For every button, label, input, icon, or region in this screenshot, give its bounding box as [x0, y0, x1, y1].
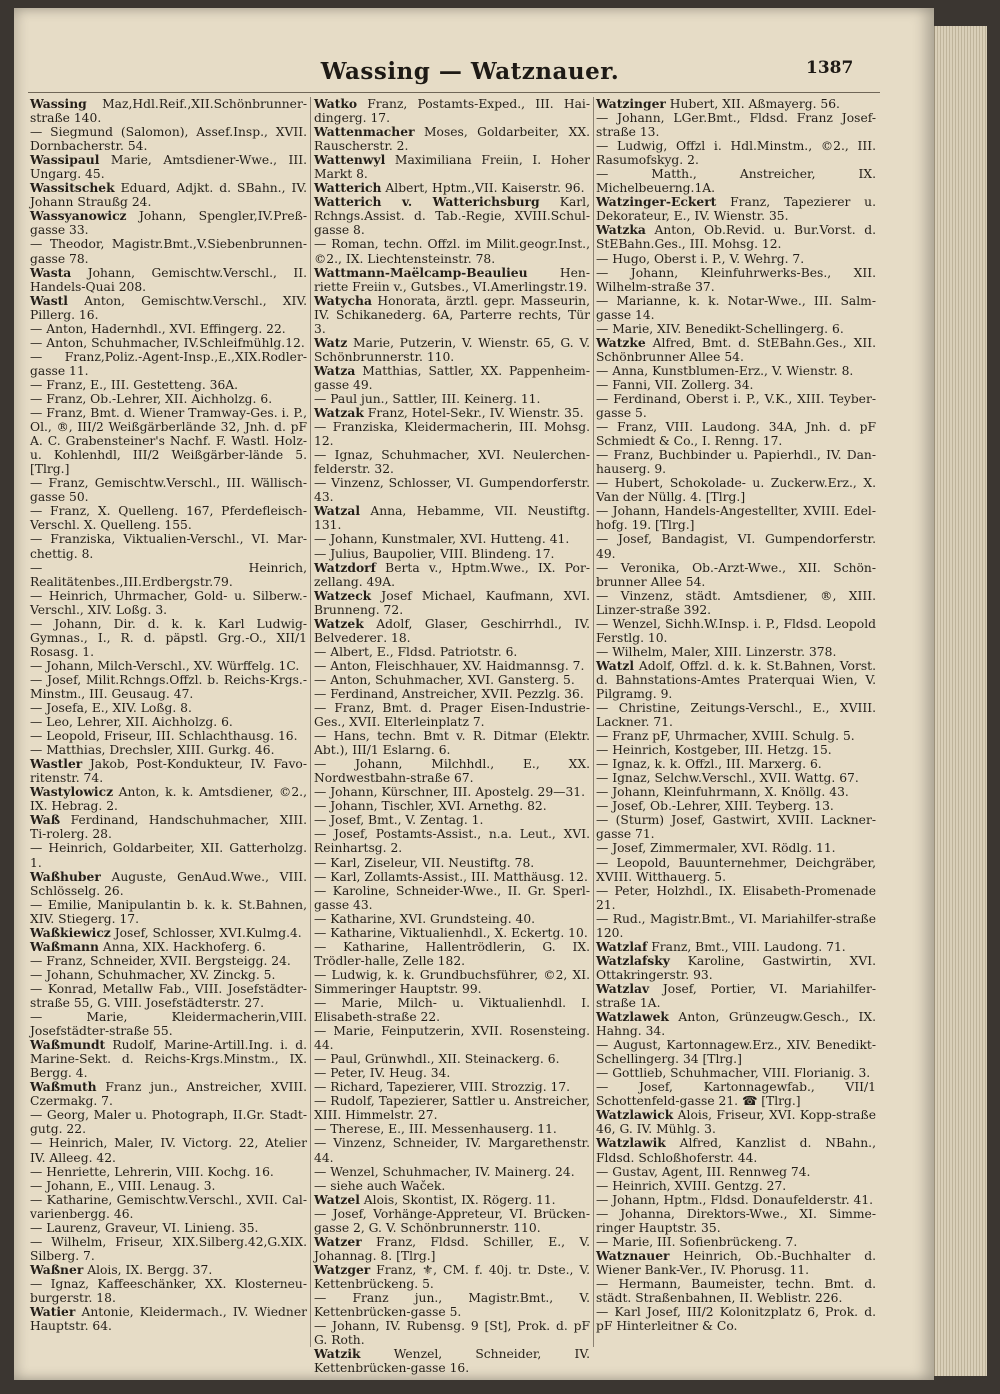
directory-entry: Wattenmacher Moses, Goldarbeiter, XX. Rauscherstr. 2.: [314, 124, 590, 154]
directory-entry: Watzka Anton, Ob.Revid. u. Bur.Vorst. d. StEBahn.Ges., III. Mohsg. 12.: [596, 222, 876, 252]
directory-entry: — Fanni, VII. Zollerg. 34.: [596, 377, 754, 392]
surname: Waßhuber: [30, 868, 101, 884]
directory-entry: Watzinger Hubert, XII. Aßmayerg. 56.: [596, 96, 840, 111]
directory-entry: — Therese, E., III. Messenhauserg. 11.: [314, 1122, 557, 1137]
directory-entry: — Wenzel, Sichh.W.Insp. i. P., Fldsd. Leopold Ferstlg. 10.: [596, 616, 876, 645]
directory-entry: — (Sturm) Josef, Gastwirt, XVIII. Lackner-gasse 71.: [596, 813, 876, 842]
directory-entry: — Anton, Fleischhauer, XV. Haidmannsg. 7.: [314, 658, 585, 673]
directory-entry: — Ludwig, Offzl i. Hdl.Minstm., ©2., III. Rasumofskyg. 2.: [596, 139, 876, 168]
directory-entry: Watznauer Heinrich, Ob.-Buchhalter d. Wiener Bank-Ver., IV. Phorusg. 11.: [596, 1247, 876, 1277]
directory-entry: — Johann, Handels-Angestellter, XVIII. Edel-hofg. 19. [Tlrg.]: [596, 504, 876, 533]
directory-entry: Watko Franz, Postamts-Exped., III. Hai-dingerg. 17.: [314, 96, 590, 126]
directory-entry: — Johann, Kürschner, III. Apostelg. 29—31.: [314, 785, 586, 800]
directory-entry: Watza Matthias, Sattler, XX. Pappenheim-gasse 49.: [314, 362, 590, 392]
directory-entry: — Franziska, Viktualien-Verschl., VI. Mar-chettig. 8.: [30, 532, 307, 561]
surname: Watzer: [314, 1233, 362, 1249]
directory-entry: — Johann, Schuhmacher, XV. Zinckg. 5.: [30, 967, 276, 982]
directory-entry: — Josef, Kartonnagewfab., VII/1 Schottenfeld-gasse 21. ☎ [Tlrg.]: [596, 1080, 876, 1109]
directory-entry: Waßmann Anna, XIX. Hackhoferg. 6.: [30, 938, 266, 954]
directory-entry: — Heinrich, Maler, IV. Victorg. 22, Atelier IV. Alleeg. 42.: [30, 1136, 307, 1165]
directory-entry: — Karoline, Schneider-Wwe., II. Gr. Sperl-gasse 43.: [314, 883, 590, 912]
directory-entry: — Julius, Baupolier, VIII. Blindeng. 17.: [314, 546, 555, 561]
directory-entry: — Wilhelm, Friseur, XIX.Silberg.42,G.XIX. Silberg. 7.: [30, 1234, 307, 1263]
surname: Wastl: [30, 292, 68, 308]
surname: Watzel: [314, 1191, 360, 1207]
surname: Watzlawick: [596, 1107, 674, 1123]
directory-entry: — Franz, Gemischtw.Verschl., III. Wällisch-gasse 50.: [30, 476, 307, 505]
directory-entry: — Roman, techn. Offzl. im Milit.geogr.Inst., ©2., IX. Liechtensteinstr. 78.: [314, 237, 590, 266]
surname: Watzlawik: [596, 1135, 666, 1151]
directory-entry: — Johann, Kleinfuhrmann, X. Knöllg. 43.: [596, 785, 849, 800]
directory-entry: Wassyanowicz Johann, Spengler,IV.Preß-gasse 33.: [30, 208, 307, 238]
directory-entry: — Franz, Ob.-Lehrer, XII. Aichholzg. 6.: [30, 391, 273, 406]
surname: Wastler: [30, 756, 83, 772]
surname: Watzl: [596, 657, 635, 673]
directory-entry: — Wenzel, Schuhmacher, IV. Mainerg. 24.: [314, 1164, 575, 1179]
directory-entry: Wassing Maz,Hdl.Reif.,XII.Schönbrunner-straße 140.: [30, 96, 307, 126]
surname: Watz: [314, 334, 348, 350]
directory-entry: — Franz jun., Magistr.Bmt., V. Kettenbrücken-gasse 5.: [314, 1290, 590, 1320]
directory-entry: — Johann, LGer.Bmt., Fldsd. Franz Josef-straße 13.: [596, 111, 876, 140]
surname: Watzeck: [314, 587, 372, 603]
directory-entry: Watzger Franz, ⚜, CM. f. 40j. tr. Dste., V. Kettenbrückeng. 5.: [314, 1261, 590, 1291]
directory-entry: Watzer Franz, Fldsd. Schiller, E., V. Johannag. 8. [Tlrg.]: [314, 1233, 590, 1263]
directory-entry: Watterich Albert, Hptm.,VII. Kaiserstr. 96.: [314, 180, 585, 196]
directory-entry: — Josef, Ob.-Lehrer, XIII. Teyberg. 13.: [596, 799, 834, 814]
directory-entry: — Marie, Milch- u. Viktualienhdl. I. Elisabeth-straße 22.: [314, 996, 590, 1025]
directory-entry: — Josef, Milit.Rchngs.Offzl. b. Reichs-Krgs.-Minstm., III. Geusaug. 47.: [30, 672, 307, 701]
directory-entry: — Ignaz, Schuhmacher, XVI. Neulerchen-felderstr. 32.: [314, 448, 590, 477]
directory-entry: — Theodor, Magistr.Bmt.,V.Siebenbrunnen-gasse 78.: [30, 237, 307, 266]
surname: Watzlaf: [596, 938, 648, 954]
directory-entry: — Vinzenz, Schneider, IV. Margarethenstr. 44.: [314, 1136, 590, 1165]
directory-entry: — Leopold, Friseur, III. Schlachthausg. 16.: [30, 729, 298, 744]
directory-entry: — Emilie, Manipulantin b. k. k. St.Bahnen, XIV. Stiegerg. 17.: [30, 897, 307, 926]
directory-entry: Wattmann-Maëlcamp-Beaulieu Hen-riette Freiin v., Gutsbes., VI.Amerlingstr.19.: [314, 264, 590, 294]
directory-entry: — Matth., Anstreicher, IX. Michelbeuerng.1A.: [596, 167, 876, 196]
header-rule: [28, 92, 880, 93]
directory-entry: — Franz, X. Quelleng. 167, Pferdefleisch-Verschl. X. Quelleng. 155.: [30, 504, 307, 533]
surname: Watier: [30, 1304, 76, 1320]
directory-entry: — siehe auch Waček.: [314, 1178, 446, 1193]
directory-entry: Watier Antonie, Kleidermach., IV. Wiedner Hauptstr. 64.: [30, 1304, 307, 1334]
directory-entry: Watzlawek Anton, Grünzeugw.Gesch., IX. Hahng. 34.: [596, 1009, 876, 1039]
directory-entry: — Katharine, XVI. Grundsteing. 40.: [314, 911, 536, 926]
directory-entry: Watzal Anna, Hebamme, VII. Neustiftg. 131.: [314, 503, 590, 533]
directory-entry: Watzlav Josef, Portier, VI. Mariahilfer-straße 1A.: [596, 980, 876, 1010]
surname: Watzdorf: [314, 559, 376, 575]
directory-entry: Watzlawick Alois, Friseur, XVI. Kopp-straße 46, G. IV. Mühlg. 3.: [596, 1107, 876, 1137]
directory-entry: — Siegmund (Salomon), Assef.Insp., XVII. Dornbacherstr. 54.: [30, 125, 307, 154]
directory-entry: — Anton, Schuhmacher, IV.Schleifmühlg.12.: [30, 335, 305, 350]
directory-entry: — Franz, Schneider, XVII. Bergsteigg. 24.: [30, 953, 291, 968]
directory-entry: — Rudolf, Tapezierer, Sattler u. Anstreicher, XIII. Himmelstr. 27.: [314, 1094, 590, 1123]
column-2: [314, 96, 590, 1376]
column-divider-2: [593, 97, 594, 1347]
surname: Waßmundt: [30, 1037, 106, 1053]
directory-entry: Watz Marie, Putzerin, V. Wienstr. 65, G. V. Schönbrunnerstr. 110.: [314, 334, 590, 364]
directory-entry: — Franz, Bmt. d. Prager Eisen-Industrie-Ges., XVII. Elterleinplatz 7.: [314, 701, 590, 730]
directory-entry: — Ignaz, Kaffeeschänker, XX. Klosterneu-burgerstr. 18.: [30, 1276, 307, 1305]
directory-entry: — Laurenz, Graveur, VI. Linieng. 35.: [30, 1220, 259, 1235]
directory-entry: Waß Ferdinand, Handschuhmacher, XIII. Ti-rolerg. 28.: [30, 812, 307, 842]
directory-entry: Watzke Alfred, Bmt. d. StEBahn.Ges., XII. Schönbrunner Allee 54.: [596, 334, 876, 364]
directory-entry: — Ferdinand, Oberst i. P., V.K., XIII. Teyber-gasse 5.: [596, 391, 876, 421]
directory-entry: — Ignaz, Selchw.Verschl., XVII. Wattg. 67.: [596, 771, 859, 786]
directory-entry: — Richard, Tapezierer, VIII. Strozzig. 17.: [314, 1080, 571, 1095]
directory-entry: Wassipaul Marie, Amtsdiener-Wwe., III. Ungarg. 45.: [30, 152, 307, 182]
directory-entry: — Marie, Feinputzerin, XVII. Rosensteing. 44.: [314, 1024, 590, 1053]
directory-entry: Watzel Alois, Skontist, IX. Rögerg. 11.: [314, 1191, 556, 1207]
directory-entry: Watzl Adolf, Offzl. d. k. k. St.Bahnen, Vorst. d. Bahnstations-Amtes Praterquai Wien, V. Pilgramg. 9.: [596, 657, 876, 701]
directory-entry: — Franz, Bmt. d. Wiener Tramway-Ges. i. P., Ol., ®, III/2 Weißgärberlände 32, Jnh. d. pF A. C. Grabensteiner's Nachf. F. Wastl. Holz- u. Kohlenhdl, III/2 Weißgärber-lände 5. [Tlrg.]: [30, 406, 307, 477]
surname: Wassing: [30, 96, 87, 111]
column-divider-1: [310, 97, 311, 1347]
surname: Watzka: [596, 222, 646, 238]
directory-entry: — Peter, IV. Heug. 34.: [314, 1066, 451, 1081]
directory-entry: — Anna, Kunstblumen-Erz., V. Wienstr. 8.: [596, 363, 854, 378]
directory-entry: Waßmundt Rudolf, Marine-Artill.Ing. i. d. Marine-Sekt. d. Reichs-Krgs.Minstm., IX. Bergg. 4.: [30, 1037, 307, 1081]
surname: Watzinger-Eckert: [596, 194, 717, 210]
column-3: [596, 97, 876, 1357]
surname: Watzak: [314, 405, 364, 421]
surname: Wattmann-Maëlcamp-Beaulieu: [314, 264, 528, 280]
surname: Waßkiewicz: [30, 924, 111, 940]
page-number: 1387: [806, 58, 854, 78]
surname: Waßner: [30, 1261, 84, 1277]
directory-entry: Watzeck Josef Michael, Kaufmann, XVI. Brunneng. 72.: [314, 587, 590, 617]
directory-entry: — Johann, Kleinfuhrwerks-Bes., XII. Wilhelm-straße 37.: [596, 265, 876, 294]
directory-entry: — Peter, Holzhdl., IX. Elisabeth-Promenade 21.: [596, 883, 876, 912]
directory-entry: — Marie, XIV. Benedikt-Schellingerg. 6.: [596, 321, 844, 336]
directory-entry: — Rud., Magistr.Bmt., VI. Mariahilfer-straße 120.: [596, 911, 876, 940]
directory-entry: Wastler Jakob, Post-Kondukteur, IV. Favo-ritenstr. 74.: [30, 756, 307, 786]
directory-entry: — Leo, Lehrer, XII. Aichholzg. 6.: [30, 715, 233, 730]
directory-entry: — Franz, E., III. Gestetteng. 36A.: [30, 377, 239, 392]
directory-entry: Wastl Anton, Gemischtw.Verschl., XIV. Pillerg. 16.: [30, 292, 307, 322]
column-1: [30, 97, 307, 1357]
directory-entry: — Josef, Bmt., V. Zentag. 1.: [314, 813, 484, 828]
directory-entry: — Hugo, Oberst i. P., V. Wehrg. 7.: [596, 251, 805, 266]
surname: Watzlawek: [596, 1009, 669, 1025]
directory-entry: — August, Kartonnagew.Erz., XIV. Benedikt-Schellingerg. 34 [Tlrg.]: [596, 1038, 876, 1067]
surname: Watzek: [314, 615, 364, 631]
surname: Waß: [30, 812, 61, 828]
directory-entry: — Heinrich, Uhrmacher, Gold- u. Silberw.-Verschl., XIV. Loßg. 3.: [30, 588, 307, 617]
directory-entry: — Franz, VIII. Laudong. 34A, Jnh. d. pF Schmiedt & Co., I. Renng. 17.: [596, 420, 876, 449]
directory-entry: — Gottlieb, Schuhmacher, VIII. Florianig. 3.: [596, 1066, 871, 1081]
surname: Watko: [314, 96, 358, 111]
surname: Wassyanowicz: [30, 208, 127, 224]
directory-entry: Watzdorf Berta v., Hptm.Wwe., IX. Por-zellang. 49A.: [314, 559, 590, 589]
directory-entry: — Paul jun., Sattler, III. Keinerg. 11.: [314, 391, 541, 406]
directory-entry: Waßhuber Auguste, GenAud.Wwe., VIII. Schlösselg. 26.: [30, 868, 307, 898]
directory-entry: — Vinzenz, städt. Amtsdiener, ®, XIII. Linzer-straße 392.: [596, 588, 876, 617]
directory-entry: — Johann, Hptm., Fldsd. Donaufelderstr. 41.: [596, 1192, 874, 1207]
directory-entry: — Franz pF, Uhrmacher, XVIII. Schulg. 5.: [596, 729, 855, 744]
directory-entry: — Franz,Poliz.-Agent-Insp.,E.,XIX.Rodler-gasse 11.: [30, 349, 307, 378]
directory-entry: — Johann, E., VIII. Lenaug. 3.: [30, 1178, 216, 1193]
surname: Watzger: [314, 1261, 371, 1277]
directory-entry: — Katharine, Viktualienhdl., X. Eckertg. 10.: [314, 925, 588, 940]
directory-entry: — Johanna, Direktors-Wwe., XI. Simme-ringer Hauptstr. 35.: [596, 1206, 876, 1235]
directory-entry: Watterich v. Watterichsburg Karl, Rchngs.Assist. d. Tab.-Regie, XVIII.Schul-gasse 8.: [314, 194, 590, 238]
surname: Watza: [314, 362, 356, 378]
directory-entry: Watzlaf Franz, Bmt., VIII. Laudong. 71.: [596, 938, 846, 954]
directory-entry: — Johann, Milchhdl., E., XX. Nordwestbahn-straße 67.: [314, 757, 590, 786]
directory-entry: — Anton, Hadernhdl., XVI. Effingerg. 22.: [30, 321, 286, 336]
directory-entry: — Hermann, Baumeister, techn. Bmt. d. städt. Straßenbahnen, II. Weblistr. 226.: [596, 1276, 876, 1305]
directory-entry: — Katharine, Hallentrödlerin, G. IX. Trödler-halle, Zelle 182.: [314, 939, 590, 968]
directory-entry: — Karl, Ziseleur, VII. Neustiftg. 78.: [314, 855, 535, 870]
directory-entry: — Wilhelm, Maler, XIII. Linzerstr. 378.: [596, 644, 837, 659]
directory-entry: Watzlawik Alfred, Kanzlist d. NBahn., Fldsd. Schloßhoferstr. 44.: [596, 1135, 876, 1165]
directory-entry: — Franz, Buchbinder u. Papierhdl., IV. Dan-hauserg. 9.: [596, 448, 876, 477]
directory-entry: Watzinger-Eckert Franz, Tapezierer u. Dekorateur, E., IV. Wienstr. 35.: [596, 194, 876, 224]
directory-entry: Wasta Johann, Gemischtw.Verschl., II. Handels-Quai 208.: [30, 264, 307, 294]
surname: Waßmann: [30, 938, 99, 954]
directory-entry: — Marie, Kleidermacherin,VIII. Josefstädter-straße 55.: [30, 1010, 307, 1039]
surname: Wattenmacher: [314, 124, 415, 140]
surname: Watterich: [314, 180, 382, 196]
directory-entry: — Heinrich, Goldarbeiter, XII. Gatterholzg. 1.: [30, 841, 307, 870]
directory-entry: Waßkiewicz Josef, Schlosser, XVI.Kulmg.4.: [30, 924, 302, 940]
directory-entry: — Karl, Zollamts-Assist., III. Matthäusg. 12.: [314, 869, 588, 884]
directory-entry: — Hans, techn. Bmt v. R. Ditmar (Elektr. Abt.), III/1 Eslarng. 6.: [314, 729, 590, 758]
directory-entry: — Marianne, k. k. Notar-Wwe., III. Salm-gasse 14.: [596, 293, 876, 322]
directory-entry: — Leopold, Bauunternehmer, Deichgräber, XVIII. Witthauerg. 5.: [596, 855, 876, 884]
directory-entry: Watzik Wenzel, Schneider, IV. Kettenbrücken-gasse 16.: [314, 1346, 590, 1376]
directory-entry: — Henriette, Lehrerin, VIII. Kochg. 16.: [30, 1164, 274, 1179]
directory-entry: Wattenwyl Maximiliana Freiin, I. Hoher Markt 8.: [314, 152, 590, 182]
directory-entry: — Karl Josef, III/2 Kolonitzplatz 6, Prok. d. pF Hinterleitner & Co.: [596, 1305, 876, 1334]
running-header: [300, 58, 640, 85]
directory-entry: — Christine, Zeitungs-Verschl., E., XVIII. Lackner. 71.: [596, 701, 876, 730]
directory-entry: — Josef, Postamts-Assist., n.a. Leut., XVI. Reinhartsg. 2.: [314, 827, 590, 856]
directory-entry: — Matthias, Drechsler, XIII. Gurkg. 46.: [30, 743, 275, 758]
directory-entry: — Josefa, E., XIV. Loßg. 8.: [30, 701, 192, 716]
directory-entry: — Franziska, Kleidermacherin, III. Mohsg. 12.: [314, 420, 590, 449]
directory-entry: — Veronika, Ob.-Arzt-Wwe., XII. Schön-brunner Allee 54.: [596, 560, 876, 589]
directory-entry: Wastylowicz Anton, k. k. Amtsdiener, ©2., IX. Hebrag. 2.: [30, 784, 307, 814]
directory-entry: Watycha Honorata, ärztl. gepr. Masseurin, IV. Schikanederg. 6A, Parterre rechts, Tür 3.: [314, 292, 590, 336]
surname: Watznauer: [596, 1247, 670, 1263]
header-title: Wassing — Watznauer.: [320, 58, 620, 85]
directory-entry: — Johann, Dir. d. k. k. Karl Ludwig-Gymnas., I., R. d. päpstl. Grg.-O., XII/1 Rosasg. 1.: [30, 616, 307, 659]
surname: Watzlafsky: [596, 952, 670, 968]
directory-entry: Watzlafsky Karoline, Gastwirtin, XVI. Ottakringerstr. 93.: [596, 952, 876, 982]
directory-entry: — Johann, Tischler, XVI. Arnethg. 82.: [314, 799, 547, 814]
directory-entry: — Paul, Grünwhdl., XII. Steinackerg. 6.: [314, 1052, 560, 1067]
surname: Watterich v. Watterichsburg: [314, 194, 540, 210]
surname: Wasta: [30, 264, 72, 280]
directory-entry: — Vinzenz, Schlosser, VI. Gumpendorferstr. 43.: [314, 476, 590, 505]
directory-entry: Wassitschek Eduard, Adjkt. d. SBahn., IV. Johann Straußg 24.: [30, 180, 307, 210]
directory-entry: — Hubert, Schokolade- u. Zuckerw.Erz., X. Van der Nüllg. 4. [Tlrg.]: [596, 476, 876, 505]
surname: Wastylowicz: [30, 784, 114, 800]
surname: Watzik: [314, 1346, 361, 1362]
directory-entry: — Josef, Zimmermaler, XVI. Rödlg. 11.: [596, 841, 836, 856]
directory-entry: — Heinrich, Realitätenbes.,III.Erdbergstr.79.: [30, 560, 307, 589]
directory-entry: Waßner Alois, IX. Bergg. 37.: [30, 1261, 213, 1277]
surname: Wassipaul: [30, 152, 100, 168]
directory-entry: — Gustav, Agent, III. Rennweg 74.: [596, 1164, 811, 1179]
directory-entry: — Johann, Kunstmaler, XVI. Hutteng. 41.: [314, 532, 570, 547]
directory-entry: — Marie, III. Sofienbrückeng. 7.: [596, 1234, 798, 1249]
directory-entry: — Heinrich, Kostgeber, III. Hetzg. 15.: [596, 743, 832, 758]
surname: Watzinger: [596, 96, 666, 111]
directory-entry: — Heinrich, XVIII. Gentzg. 27.: [596, 1178, 787, 1193]
directory-entry: Waßmuth Franz jun., Anstreicher, XVIII. Czermakg. 7.: [30, 1079, 307, 1109]
directory-entry: — Georg, Maler u. Photograph, II.Gr. Stadt-gutg. 22.: [30, 1108, 307, 1137]
directory-entry: — Johann, Milch-Verschl., XV. Würffelg. 1C.: [30, 658, 300, 673]
directory-entry: — Ludwig, k. k. Grundbuchsführer, ©2, XI. Simmeringer Hauptstr. 99.: [314, 967, 590, 996]
directory-entry: — Johann, IV. Rubensg. 9 [St], Prok. d. pF G. Roth.: [314, 1319, 590, 1348]
directory-entry: Watzek Adolf, Glaser, Geschirrhdl., IV. Belvederег. 18.: [314, 615, 590, 645]
surname: Wattenwyl: [314, 152, 386, 168]
directory-entry: Watzak Franz, Hotel-Sekr., IV. Wienstr. 35.: [314, 405, 584, 421]
surname: Waßmuth: [30, 1079, 97, 1095]
surname: Watzlav: [596, 980, 650, 996]
directory-entry: — Ignaz, k. k. Offzl., III. Marxerg. 6.: [596, 757, 822, 772]
page-edge: [934, 26, 987, 1376]
surname: Watycha: [314, 292, 372, 308]
surname: Watzal: [314, 503, 361, 519]
directory-entry: — Konrad, Metallw Fab., VIII. Josefstädter-straße 55, G. VIII. Josefstädterstr. 27.: [30, 981, 307, 1010]
directory-entry: — Katharine, Gemischtw.Verschl., XVII. Cal-varienbergg. 46.: [30, 1192, 307, 1221]
directory-entry: — Josef, Vorhänge-Appreteur, VI. Brücken-gasse 2, G. V. Schönbrunnerstr. 110.: [314, 1206, 590, 1235]
directory-entry: — Anton, Schuhmacher, XVI. Gansterg. 5.: [314, 672, 575, 687]
directory-entry: — Albert, E., Fldsd. Patriotstr. 6.: [314, 644, 518, 659]
directory-entry: — Ferdinand, Anstreicher, XVII. Pezzlg. 36.: [314, 686, 584, 701]
surname: Wassitschek: [30, 180, 115, 196]
surname: Watzke: [596, 334, 646, 350]
directory-entry: — Josef, Bandagist, VI. Gumpendorferstr. 49.: [596, 532, 876, 561]
